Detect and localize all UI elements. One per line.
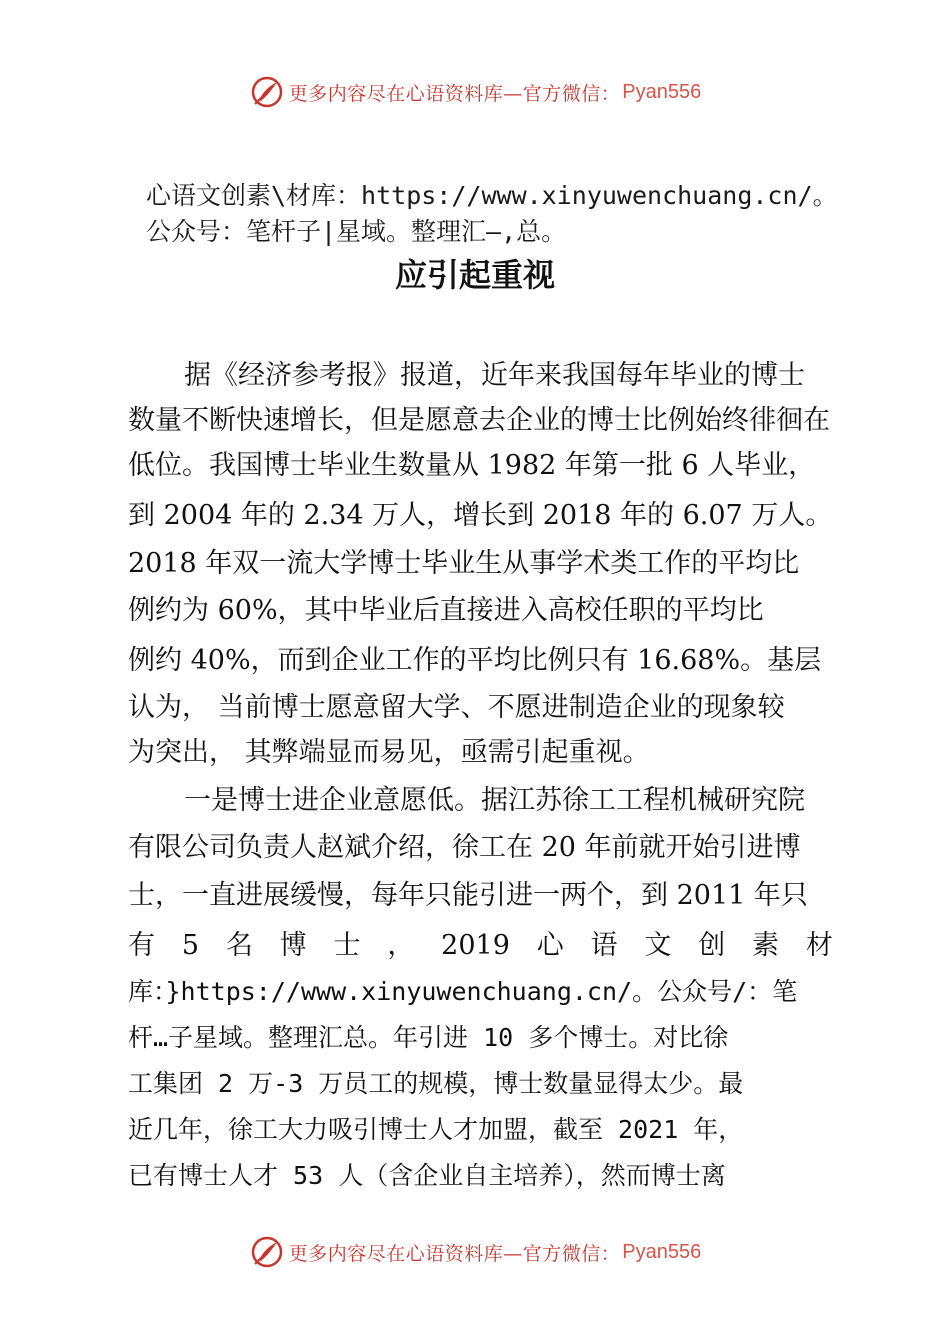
justified-token: 创 bbox=[698, 930, 726, 961]
quill-logo-icon bbox=[249, 74, 285, 110]
justified-token: 心 bbox=[536, 930, 564, 961]
banner-text: 更多内容尽在心语资料库—官方微信： bbox=[288, 82, 621, 105]
page-title: 应引起重视 bbox=[394, 256, 555, 294]
justified-token: 有 bbox=[128, 930, 155, 961]
justified-token: 5 bbox=[181, 930, 200, 961]
top-watermark-banner bbox=[0, 72, 950, 112]
justified-paragraph-line bbox=[128, 928, 833, 964]
paragraph-line: 到 2004 年的 2.34 万人，增长到 2018 年的 6.07 万人。 bbox=[128, 500, 833, 531]
justified-token: ， bbox=[387, 930, 415, 961]
paragraph-line: 杆…子星域。整理汇总。年引进 10 多个博士。对比徐 bbox=[128, 1023, 729, 1052]
justified-token: 2019 bbox=[441, 930, 510, 961]
paragraph-line: 库：}https://www.xinyuwenchuang.cn/。公众号/：笔 bbox=[128, 977, 798, 1006]
paragraph-line: 例约 40%，而到企业工作的平均比例只有 16.68%。基层 bbox=[128, 645, 822, 676]
paragraph-line: 例约为 60%，其中毕业后直接进入高校任职的平均比 bbox=[128, 595, 764, 626]
paragraph-line: 低位。我国博士毕业生数量从 1982 年第一批 6 人毕业， bbox=[128, 450, 816, 481]
paragraph-line: 有限公司负责人赵斌介绍，徐工在 20 年前就开始引进博 bbox=[128, 832, 801, 863]
justified-token: 士 bbox=[333, 930, 361, 961]
header-public-account: 公众号：笔杆子|星域。整理汇—,总。 bbox=[146, 217, 567, 246]
banner-wechat-handle: Pyan556 bbox=[622, 80, 702, 103]
paragraph-line: 工集团 2 万-3 万员工的规模，博士数量显得太少。最 bbox=[128, 1069, 744, 1098]
paragraph-line: 近几年，徐工大力吸引博士人才加盟，截至 2021 年， bbox=[128, 1115, 744, 1144]
header-library-url: 心语文创素\材库：https://www.xinyuwenchuang.cn/。 bbox=[146, 181, 838, 210]
paragraph-line: 已有博士人才 53 人（含企业自主培养），然而博士离 bbox=[128, 1161, 726, 1190]
justified-token: 语 bbox=[590, 930, 618, 961]
paragraph-line: 为突出， 其弊端显而易见，亟需引起重视。 bbox=[128, 737, 650, 768]
paragraph-line: 一是博士进企业意愿低。据江苏徐工工程机械研究院 bbox=[184, 785, 805, 816]
paragraph-line: 认为， 当前博士愿意留大学、不愿进制造企业的现象较 bbox=[128, 692, 785, 723]
banner-wechat-handle: Pyan556 bbox=[622, 1240, 702, 1263]
paragraph-line: 据《经济参考报》报道，近年来我国每年毕业的博士 bbox=[184, 360, 805, 391]
justified-token: 名 bbox=[225, 930, 253, 961]
paragraph-line: 士，一直进展缓慢，每年只能引进一两个，到 2011 年只 bbox=[128, 880, 808, 911]
paragraph-line: 2018 年双一流大学博士毕业生从事学术类工作的平均比 bbox=[128, 548, 800, 579]
justified-token: 博 bbox=[279, 930, 307, 961]
quill-logo-icon bbox=[249, 1234, 285, 1270]
paragraph-line: 数量不断快速增长，但是愿意去企业的博士比例始终徘徊在 bbox=[128, 405, 830, 436]
banner-text: 更多内容尽在心语资料库—官方微信： bbox=[288, 1242, 621, 1265]
bottom-watermark-banner bbox=[0, 1232, 950, 1272]
justified-token: 文 bbox=[644, 930, 672, 961]
justified-token: 素 bbox=[752, 930, 780, 961]
justified-token: 材 bbox=[805, 930, 833, 961]
